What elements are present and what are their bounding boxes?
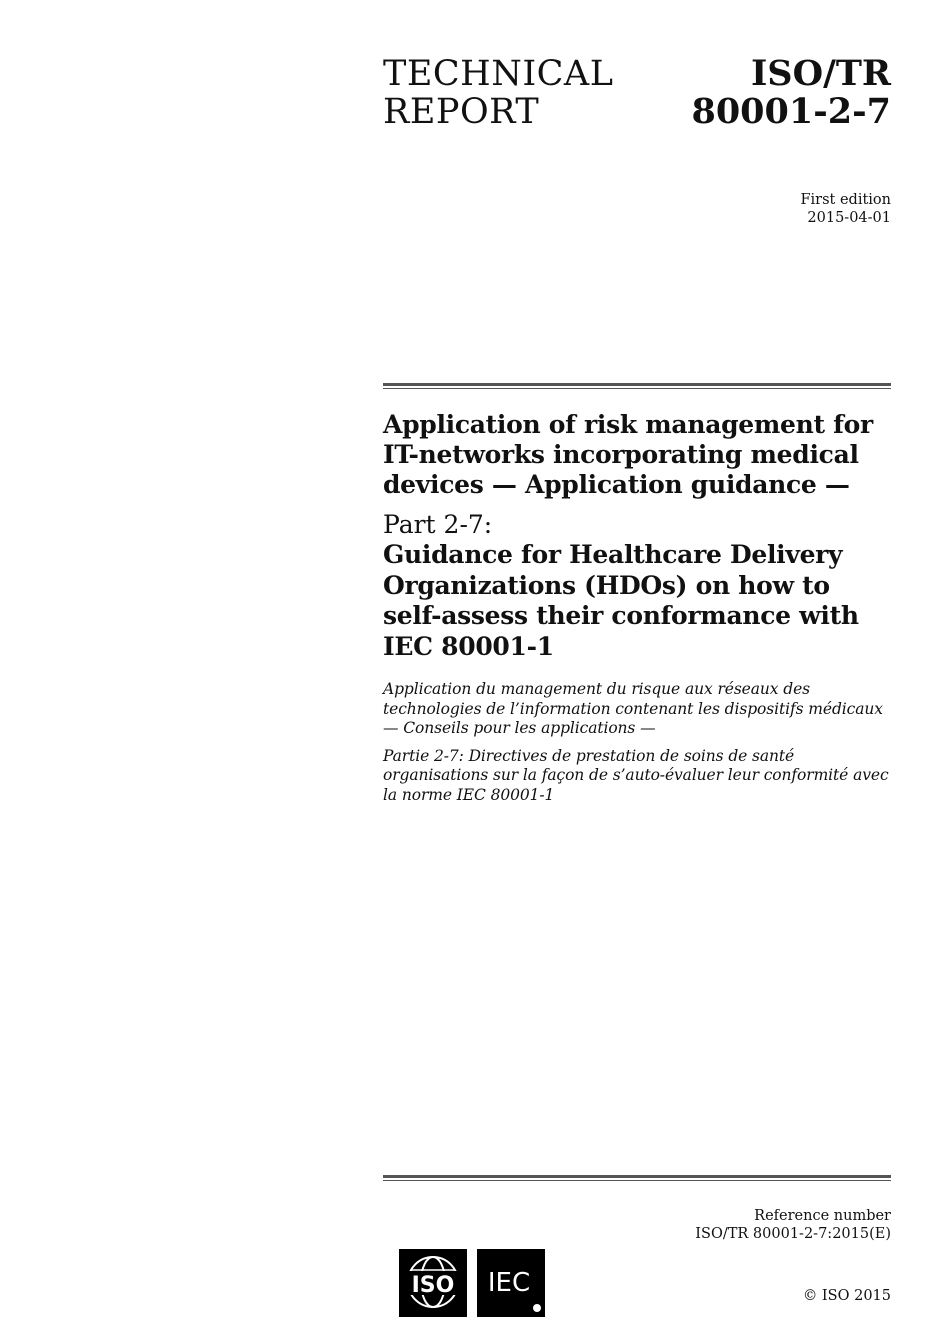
iso-logo-text: ISO xyxy=(411,1273,455,1298)
iso-logo-graphic xyxy=(399,1249,467,1317)
title-block xyxy=(383,410,895,805)
document-number xyxy=(691,55,891,131)
logos xyxy=(399,1249,545,1317)
iec-logo xyxy=(477,1249,545,1317)
part-title: Guidance for Healthcare Delivery Organizations (HDOs) on how to self-assess their conformance with IEC 80001-1 xyxy=(383,540,859,661)
document-type-line1: TECHNICAL xyxy=(383,54,614,94)
copyright: © ISO 2015 xyxy=(802,1288,891,1304)
reference-block xyxy=(695,1207,891,1243)
edition-info xyxy=(800,191,891,227)
iec-logo-text: IEC xyxy=(487,1268,531,1298)
document-number-line2: 80001-2-7 xyxy=(691,91,891,132)
document-number-line1: ISO/TR xyxy=(750,53,891,94)
bottom-divider xyxy=(383,1175,891,1181)
iec-logo-graphic xyxy=(477,1249,545,1317)
edition-label: First edition xyxy=(800,192,891,208)
top-divider xyxy=(383,383,891,389)
reference-label: Reference number xyxy=(754,1208,891,1224)
part-label: Part 2-7: xyxy=(383,510,493,539)
main-title: Application of risk management for IT-networks incorporating medical devices — Application guidance — xyxy=(383,410,873,499)
reference-number: ISO/TR 80001-2-7:2015(E) xyxy=(695,1226,891,1242)
iso-logo xyxy=(399,1249,467,1317)
document-type-line2: REPORT xyxy=(383,92,540,132)
french-part-title: Partie 2-7: Directives de prestation de soins de santé organisations sur la façon de s’auto-évaluer leur conformité avec la norme IEC 80001-1 xyxy=(383,746,889,804)
edition-date: 2015-04-01 xyxy=(807,210,891,226)
document-type xyxy=(383,55,613,131)
french-title: Application du management du risque aux réseaux des technologies de l’information contenant les dispositifs médicaux — Conseils pour les applications — xyxy=(383,680,883,737)
